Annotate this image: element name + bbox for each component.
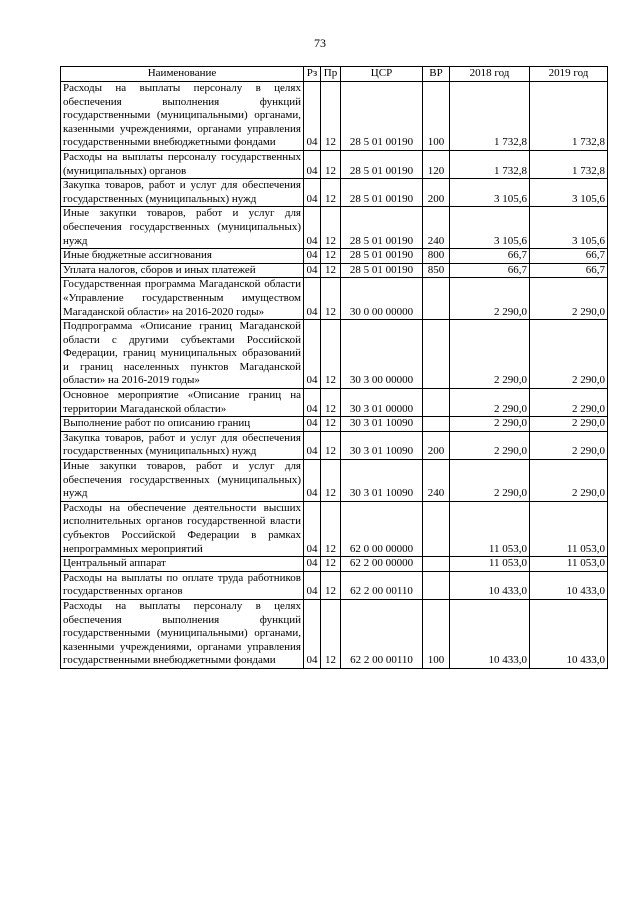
cell-rz: 04 xyxy=(304,389,321,417)
cell-rz: 04 xyxy=(304,263,321,278)
cell-name: Расходы на выплаты персоналу государственных (муниципальных) органов xyxy=(61,150,304,178)
cell-2019: 3 105,6 xyxy=(530,207,608,249)
table-row xyxy=(61,320,608,389)
cell-2019: 2 290,0 xyxy=(530,460,608,502)
cell-vr: 100 xyxy=(423,599,450,668)
cell-2018: 2 290,0 xyxy=(450,278,530,320)
cell-vr: 200 xyxy=(423,179,450,207)
cell-name: Иные закупки товаров, работ и услуг для обеспечения государственных (муниципальных) нужд xyxy=(61,460,304,502)
cell-pr: 12 xyxy=(321,557,341,572)
cell-vr: 850 xyxy=(423,263,450,278)
cell-pr: 12 xyxy=(321,150,341,178)
cell-2018: 66,7 xyxy=(450,249,530,264)
cell-pr: 12 xyxy=(321,460,341,502)
table-row xyxy=(61,207,608,249)
cell-csr: 28 5 01 00190 xyxy=(341,249,423,264)
cell-csr: 62 0 00 00000 xyxy=(341,501,423,556)
table-row xyxy=(61,571,608,599)
cell-2019: 2 290,0 xyxy=(530,278,608,320)
cell-rz: 04 xyxy=(304,599,321,668)
table-row xyxy=(61,278,608,320)
cell-2018: 1 732,8 xyxy=(450,150,530,178)
cell-vr: 120 xyxy=(423,150,450,178)
table-row xyxy=(61,599,608,668)
header-vr: ВР xyxy=(423,67,450,82)
cell-pr: 12 xyxy=(321,82,341,151)
cell-pr: 12 xyxy=(321,599,341,668)
cell-2018: 10 433,0 xyxy=(450,571,530,599)
cell-name: Уплата налогов, сборов и иных платежей xyxy=(61,263,304,278)
cell-rz: 04 xyxy=(304,150,321,178)
cell-2019: 10 433,0 xyxy=(530,571,608,599)
cell-vr xyxy=(423,278,450,320)
cell-rz: 04 xyxy=(304,460,321,502)
table-row xyxy=(61,460,608,502)
cell-csr: 62 2 00 00110 xyxy=(341,571,423,599)
cell-vr: 800 xyxy=(423,249,450,264)
cell-2018: 2 290,0 xyxy=(450,431,530,459)
cell-rz: 04 xyxy=(304,278,321,320)
cell-name: Государственная программа Магаданской области «Управление государственным имуществом Магаданской области» на 2016-2020 годы» xyxy=(61,278,304,320)
cell-2018: 2 290,0 xyxy=(450,389,530,417)
cell-2018: 2 290,0 xyxy=(450,460,530,502)
cell-2019: 3 105,6 xyxy=(530,179,608,207)
table-row xyxy=(61,263,608,278)
cell-csr: 30 3 01 10090 xyxy=(341,460,423,502)
cell-csr: 28 5 01 00190 xyxy=(341,207,423,249)
cell-rz: 04 xyxy=(304,417,321,432)
cell-csr: 30 3 00 00000 xyxy=(341,320,423,389)
cell-2019: 66,7 xyxy=(530,249,608,264)
cell-name: Выполнение работ по описанию границ xyxy=(61,417,304,432)
cell-rz: 04 xyxy=(304,557,321,572)
cell-pr: 12 xyxy=(321,207,341,249)
cell-csr: 62 2 00 00110 xyxy=(341,599,423,668)
cell-2018: 3 105,6 xyxy=(450,179,530,207)
table-row xyxy=(61,501,608,556)
cell-csr: 30 3 01 10090 xyxy=(341,417,423,432)
cell-vr xyxy=(423,417,450,432)
cell-rz: 04 xyxy=(304,179,321,207)
header-2018: 2018 год xyxy=(450,67,530,82)
cell-name: Иные бюджетные ассигнования xyxy=(61,249,304,264)
header-name: Наименование xyxy=(61,67,304,82)
cell-vr xyxy=(423,571,450,599)
table-row xyxy=(61,431,608,459)
cell-pr: 12 xyxy=(321,179,341,207)
cell-rz: 04 xyxy=(304,207,321,249)
cell-name: Основное мероприятие «Описание границ на территории Магаданской области» xyxy=(61,389,304,417)
cell-csr: 30 3 01 10090 xyxy=(341,431,423,459)
cell-name: Закупка товаров, работ и услуг для обеспечения государственных (муниципальных) нужд xyxy=(61,179,304,207)
cell-2018: 2 290,0 xyxy=(450,320,530,389)
cell-vr xyxy=(423,320,450,389)
cell-pr: 12 xyxy=(321,571,341,599)
cell-rz: 04 xyxy=(304,320,321,389)
cell-rz: 04 xyxy=(304,571,321,599)
cell-csr: 30 0 00 00000 xyxy=(341,278,423,320)
cell-vr: 200 xyxy=(423,431,450,459)
cell-name: Иные закупки товаров, работ и услуг для обеспечения государственных (муниципальных) нужд xyxy=(61,207,304,249)
table-header-row xyxy=(61,67,608,82)
cell-rz: 04 xyxy=(304,431,321,459)
cell-pr: 12 xyxy=(321,249,341,264)
cell-csr: 28 5 01 00190 xyxy=(341,179,423,207)
cell-2018: 2 290,0 xyxy=(450,417,530,432)
cell-2019: 66,7 xyxy=(530,263,608,278)
cell-2019: 10 433,0 xyxy=(530,599,608,668)
cell-vr xyxy=(423,389,450,417)
table-row xyxy=(61,150,608,178)
cell-2019: 2 290,0 xyxy=(530,417,608,432)
table-row xyxy=(61,249,608,264)
cell-pr: 12 xyxy=(321,431,341,459)
table-row xyxy=(61,389,608,417)
page-number: 73 xyxy=(314,36,326,50)
cell-2018: 1 732,8 xyxy=(450,82,530,151)
cell-2019: 2 290,0 xyxy=(530,320,608,389)
cell-2019: 2 290,0 xyxy=(530,431,608,459)
cell-name: Расходы на выплаты персоналу в целях обеспечения выполнения функций государственными (муниципальными) органами, казенными учреждениями, органами управления государственными внебюджетными фондами xyxy=(61,599,304,668)
cell-2019: 11 053,0 xyxy=(530,557,608,572)
cell-csr: 62 2 00 00000 xyxy=(341,557,423,572)
cell-vr: 240 xyxy=(423,207,450,249)
cell-2019: 1 732,8 xyxy=(530,82,608,151)
cell-2018: 11 053,0 xyxy=(450,557,530,572)
cell-2019: 2 290,0 xyxy=(530,389,608,417)
cell-name: Расходы на выплаты по оплате труда работников государственных органов xyxy=(61,571,304,599)
cell-name: Расходы на обеспечение деятельности высших исполнительных органов государственной власти субъектов Российской Федерации в рамках непрограммных мероприятий xyxy=(61,501,304,556)
header-2019: 2019 год xyxy=(530,67,608,82)
cell-csr: 28 5 01 00190 xyxy=(341,150,423,178)
cell-2018: 10 433,0 xyxy=(450,599,530,668)
cell-vr xyxy=(423,501,450,556)
header-csr: ЦСР xyxy=(341,67,423,82)
cell-csr: 30 3 01 00000 xyxy=(341,389,423,417)
cell-vr xyxy=(423,557,450,572)
cell-2018: 3 105,6 xyxy=(450,207,530,249)
header-rz: Рз xyxy=(304,67,321,82)
table-row xyxy=(61,557,608,572)
table-row xyxy=(61,82,608,151)
cell-2019: 1 732,8 xyxy=(530,150,608,178)
cell-2019: 11 053,0 xyxy=(530,501,608,556)
cell-2018: 11 053,0 xyxy=(450,501,530,556)
cell-name: Подпрограмма «Описание границ Магаданской области с другими субъектами Российской Федерации, границ муниципальных образований и границ населенных пунктов Магаданской области» на 2016-2019 годы» xyxy=(61,320,304,389)
cell-name: Расходы на выплаты персоналу в целях обеспечения выполнения функций государственными (муниципальными) органами, казенными учреждениями, органами управления государственными внебюджетными фондами xyxy=(61,82,304,151)
table-row xyxy=(61,179,608,207)
cell-pr: 12 xyxy=(321,389,341,417)
cell-pr: 12 xyxy=(321,417,341,432)
cell-name: Закупка товаров, работ и услуг для обеспечения государственных (муниципальных) нужд xyxy=(61,431,304,459)
cell-rz: 04 xyxy=(304,501,321,556)
table-row xyxy=(61,417,608,432)
budget-table xyxy=(60,66,608,669)
cell-2018: 66,7 xyxy=(450,263,530,278)
cell-vr: 240 xyxy=(423,460,450,502)
cell-rz: 04 xyxy=(304,82,321,151)
header-pr: Пр xyxy=(321,67,341,82)
cell-csr: 28 5 01 00190 xyxy=(341,82,423,151)
cell-name: Центральный аппарат xyxy=(61,557,304,572)
cell-vr: 100 xyxy=(423,82,450,151)
cell-csr: 28 5 01 00190 xyxy=(341,263,423,278)
cell-pr: 12 xyxy=(321,263,341,278)
cell-pr: 12 xyxy=(321,501,341,556)
cell-pr: 12 xyxy=(321,320,341,389)
cell-pr: 12 xyxy=(321,278,341,320)
cell-rz: 04 xyxy=(304,249,321,264)
